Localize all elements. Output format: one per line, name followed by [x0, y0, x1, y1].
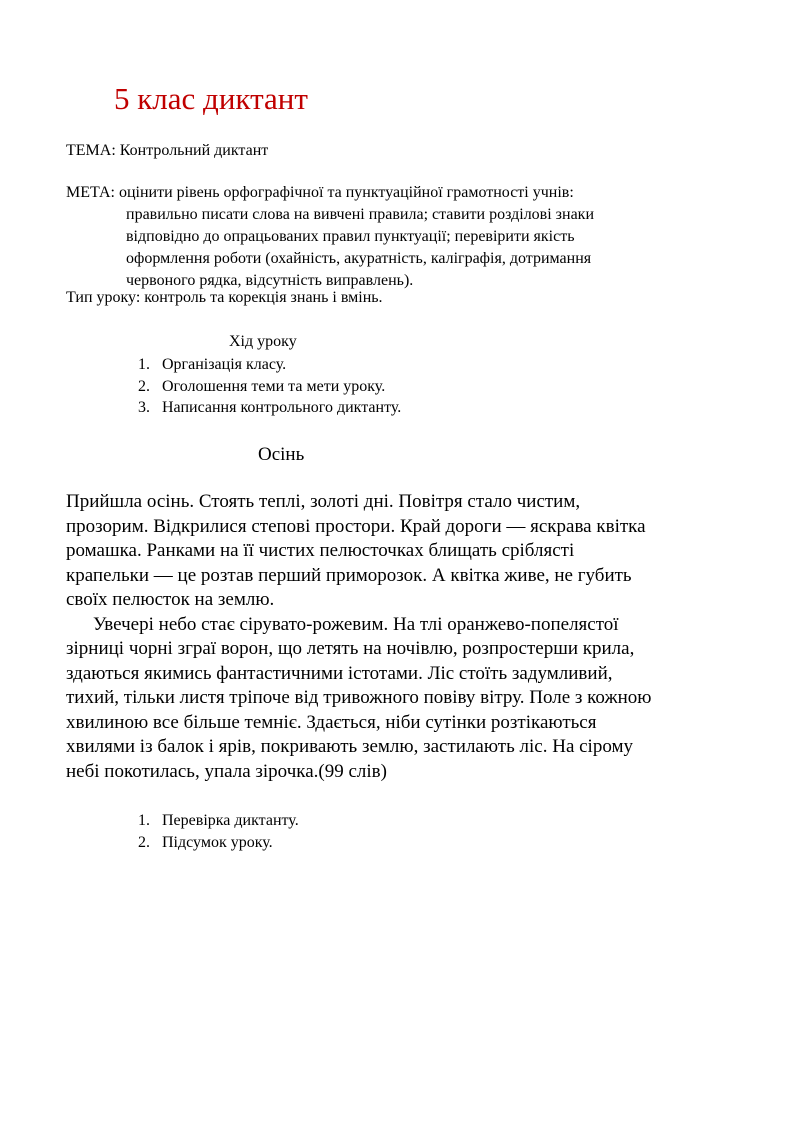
list-item-number: 2.	[138, 833, 150, 851]
goal-line: оцінити рівень орфографічної та пунктуаційної грамотності учнів:	[118, 184, 574, 201]
list-item-number: 1.	[138, 356, 150, 373]
dictation-line: своїх пелюсток на землю.	[66, 589, 275, 610]
lesson-steps-list	[138, 354, 401, 419]
goal-line: червоного рядка, відсутність виправлень).	[126, 272, 414, 289]
list-item-number: 1.	[138, 812, 150, 829]
list-item-text: Написання контрольного диктанту.	[162, 399, 402, 416]
dictation-line: Увечері небо стає сірувато-рожевим. На тлі оранжево-попелястої	[93, 613, 619, 635]
dictation-line: ромашка. Ранками на її чистих пелюсточках блищать сріблясті	[66, 540, 575, 561]
list-item-text: Перевірка диктанту.	[162, 812, 299, 829]
dictation-line: хвилями із балок і ярів, покривають землю, застилають ліс. На сірому	[66, 736, 633, 757]
goal-label: МЕТА:	[66, 184, 119, 201]
goal-line: оформлення роботи (охайність, акуратність, каліграфія, дотримання	[126, 250, 592, 267]
dictation-line: здаються якимись фантастичними істотами. Ліс стоїть задумливий,	[66, 662, 613, 684]
dictation-line: крапельки — це розтав перший приморозок. А квітка живе, не губить	[66, 564, 632, 586]
list-item-text: Організація класу.	[162, 356, 287, 373]
list-item	[138, 354, 401, 376]
dictation-title: Осінь	[258, 444, 305, 465]
lesson-course-heading: Хід уроку	[229, 333, 297, 350]
dictation-line: тихий, тільки листя тріпоче від тривожного повіву вітру. Поле з кожною	[66, 687, 652, 708]
final-steps-list	[138, 810, 299, 853]
goal-line: правильно писати слова на вивчені правила; ставити розділові знаки	[126, 206, 594, 223]
goal-line: відповідно до опрацьованих правил пунктуації; перевірити якість	[126, 228, 575, 245]
list-item	[138, 376, 401, 398]
list-item-number: 3.	[138, 399, 150, 416]
document-title: 5 клас диктант	[114, 81, 308, 116]
dictation-line: прозорим. Відкрилися степові простори. Край дороги — яскрава квітка	[66, 515, 646, 537]
lesson-goal	[66, 182, 706, 292]
dictation-line: Прийшла осінь. Стоять теплі, золоті дні. Повітря стало чистим,	[66, 491, 581, 512]
dictation-text	[66, 490, 746, 784]
list-item	[138, 397, 401, 419]
list-item-text: Оголошення теми та мети уроку.	[162, 377, 386, 395]
dictation-line: хвилиною все більше темніє. Здається, ніби сутінки розтікаються	[66, 711, 597, 733]
dictation-line: небі покотилась, упала зірочка.(99 слів)	[66, 760, 387, 782]
list-item-number: 2.	[138, 377, 150, 395]
lesson-topic: ТЕМА: Контрольний диктант	[66, 142, 269, 159]
list-item	[138, 810, 299, 832]
dictation-line: зірниці чорні зграї ворон, що летять на ночівлю, розпростерши крила,	[66, 638, 635, 659]
list-item	[138, 832, 299, 854]
list-item-text: Підсумок уроку.	[162, 833, 273, 851]
goal-first-line	[66, 182, 706, 204]
lesson-type: Тип уроку: контроль та корекція знань і вмінь.	[66, 289, 383, 306]
